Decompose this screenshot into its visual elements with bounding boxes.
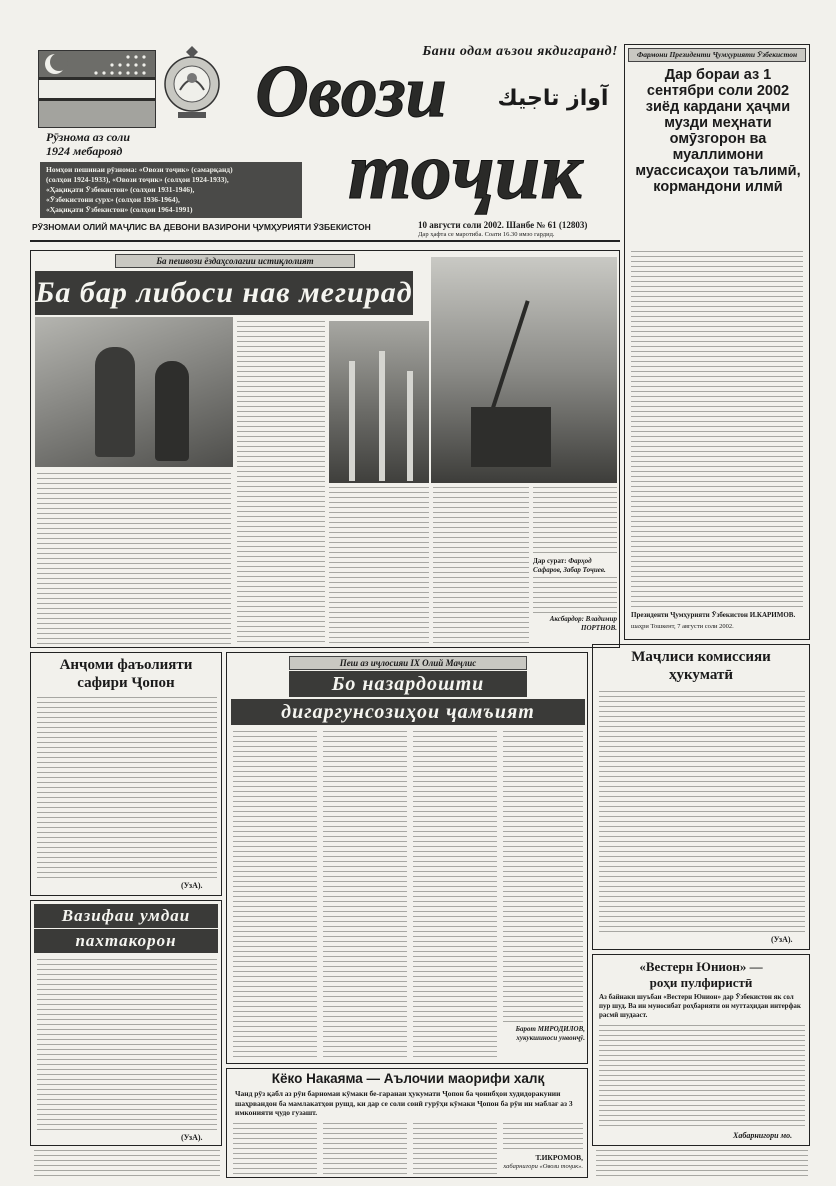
parliament-column-text — [233, 731, 317, 1059]
ambassador-headline-line2: сафири Ҷопон — [77, 675, 175, 691]
japan-award-headline: Кёко Накаяма — Аълочии маорифи халқ — [271, 1071, 545, 1086]
japan-award-column-text — [413, 1123, 497, 1175]
western-union-author: Хабарнигори мо. — [733, 1131, 793, 1140]
lead-article — [30, 250, 620, 648]
photo-credit: Аксбардор: Владимир ПОРТНОВ. — [549, 615, 617, 632]
former-name-line: Номҳои пешинаи рӯзнома: «Овози тоҷик» (самарқанд) — [46, 165, 233, 174]
western-union-body-text — [599, 1025, 805, 1129]
ambassador-body-text — [37, 697, 217, 879]
former-name-line: «Ҳақиқати Ӯзбекистон» (солҳои 1964-1991) — [46, 205, 193, 214]
founded-line2: 1924 мебарояд — [46, 144, 123, 158]
commission-article — [592, 644, 810, 950]
paper-name-arabic: آواز تاجيك — [497, 86, 609, 111]
japan-award-article — [226, 1068, 588, 1178]
former-name-line: «Ҳақиқати Ӯзбекистон» (солҳои 1931-1946), — [46, 185, 195, 194]
former-names-box — [40, 162, 302, 218]
bottom-left-text — [34, 1150, 220, 1178]
western-union-article — [592, 954, 810, 1146]
cotton-body-text — [37, 959, 217, 1131]
lead-column-text — [433, 487, 529, 643]
lead-photo-crane — [431, 257, 617, 483]
ambassador-headline-line1: Анҷоми фаъолияти — [59, 657, 193, 673]
western-union-lede: Аз байнаки шуъбаи «Вестерн Юнион» дар Ӯзбекистон як сол пур шуд. Ва ин муносибат роҳбарияти он муттаҳидаи интерфак расмӣ шудааст. — [599, 993, 801, 1019]
japan-award-column-text — [233, 1123, 317, 1175]
commission-source: (УзА). — [771, 935, 793, 944]
lead-photo-workers — [35, 317, 233, 467]
decree-title: Дар бораи аз 1 сентябри соли 2002 зиёд кардани ҳаҷми музди меҳнати омӯзгорон ва муаллимони муассисаҳои таълимӣ, кормандони илмӣ — [635, 67, 801, 195]
masthead-slogan: Бани одам аъзои якдигаранд! — [422, 44, 618, 59]
parliament-article — [226, 652, 588, 1064]
stars-icon — [73, 53, 153, 77]
photo-caption-label: Дар сурат: — [533, 557, 567, 565]
parliament-author: Барот МИРОДИЛОВ, хукукшиноси унвонҷӯ. — [515, 1025, 585, 1042]
bottom-right-text — [596, 1150, 808, 1178]
founded-line1: Рӯзнома аз соли — [46, 130, 131, 144]
japan-award-author-name: Т.ИКРОМОВ, — [535, 1153, 583, 1162]
ambassador-source: (УзА). — [181, 881, 203, 890]
parliament-section-tag: Пеш аз иҷлосияи IX Олий Маҷлис — [289, 656, 527, 670]
parliament-column-text — [413, 731, 497, 1059]
schedule-line: Дар ҳафта се маротиба. Соати 16.30 имзо гардид. — [418, 231, 555, 238]
cotton-headline-line1: Вазифаи умдаи — [34, 904, 218, 928]
lead-photo-construction — [329, 321, 429, 483]
paper-name-line2: тоҷик — [348, 125, 582, 216]
lead-column-text — [37, 473, 231, 645]
state-emblem-icon — [162, 46, 222, 126]
cotton-source: (УзА). — [181, 1133, 203, 1142]
decree-article — [624, 44, 810, 640]
former-name-line: (солҳои 1924-1933), «Овози тоҷик» (солҳои 1924-1933), — [46, 175, 229, 184]
parliament-column-text — [323, 731, 407, 1059]
parliament-headline-line1: Бо назардошти — [289, 671, 527, 697]
parliament-headline-line2: дигаргунсозиҳои ҷамъият — [231, 699, 585, 725]
commission-headline-line1: Маҷлиси комиссияи — [631, 649, 771, 665]
cotton-headline-line2: пахтакорон — [34, 929, 218, 953]
decree-body-text — [631, 251, 803, 609]
lead-column-text — [237, 321, 325, 645]
western-union-headline-line2: роҳи пулфиристӣ — [649, 975, 753, 990]
masthead — [30, 38, 618, 240]
masthead-rule — [30, 240, 620, 242]
western-union-headline-line1: «Вестерн Юнион» — — [639, 959, 763, 974]
decree-signature: Президенти Ҷумҳурияти Ӯзбекистон И.КАРИМОВ. — [631, 611, 796, 619]
lead-column-text — [329, 487, 429, 645]
japan-award-column-text — [503, 1123, 583, 1151]
japan-award-author-role: хабарнигори «Овози тоҷик». — [503, 1163, 583, 1170]
lead-photo-caption — [533, 487, 617, 633]
date-issue: 10 августи соли 2002. Шанбе № 61 (12803) — [418, 220, 588, 230]
ambassador-article — [30, 652, 222, 896]
lead-section-tag: Ба пешвози ёздаҳсолагии истиқлолият — [115, 254, 355, 268]
decree-place-date: шаҳри Тошкент, 7 августи соли 2002. — [631, 623, 734, 630]
lead-headline: Ба бар либоси нав мегирад — [35, 271, 413, 315]
parliament-column-text — [503, 731, 583, 1023]
japan-award-lede: Чанд рӯз қабл аз рӯи барномаи кӯмаки бе-гаранаи ҳукумати Ҷопон ба ҷонибҳои худидоракунии шаҳрвандон ба мамлакатҳои рушд, ки дар се соли сонӣ гурӯҳи кӯмаки Ҷопон ба рӯи ин маблағ аз 3 имконияти ҷудо гузашт. — [235, 1089, 573, 1117]
photo-caption-names: Фарҳод Сафаров, Забар Тоҷиев. — [533, 557, 606, 574]
publisher-line: РӮЗНОМАИ ОЛИЙ МАҶЛИС ВА ДЕВОНИ ВАЗИРОНИ ҶУМҲУРИЯТИ ӮЗБЕКИСТОН — [32, 222, 371, 232]
decree-section-tag: Фармони Президенти Ҷумҳурияти Ӯзбекистон — [628, 48, 806, 62]
uzbekistan-flag-icon — [38, 50, 156, 128]
former-name-line: «Ӯзбекистони сурх» (солҳои 1936-1964), — [46, 195, 180, 204]
japan-award-column-text — [323, 1123, 407, 1175]
cotton-article — [30, 900, 222, 1146]
paper-name-line1: Овози — [255, 51, 447, 133]
commission-headline-line2: ҳукуматӣ — [669, 667, 733, 683]
commission-body-text — [599, 691, 805, 933]
